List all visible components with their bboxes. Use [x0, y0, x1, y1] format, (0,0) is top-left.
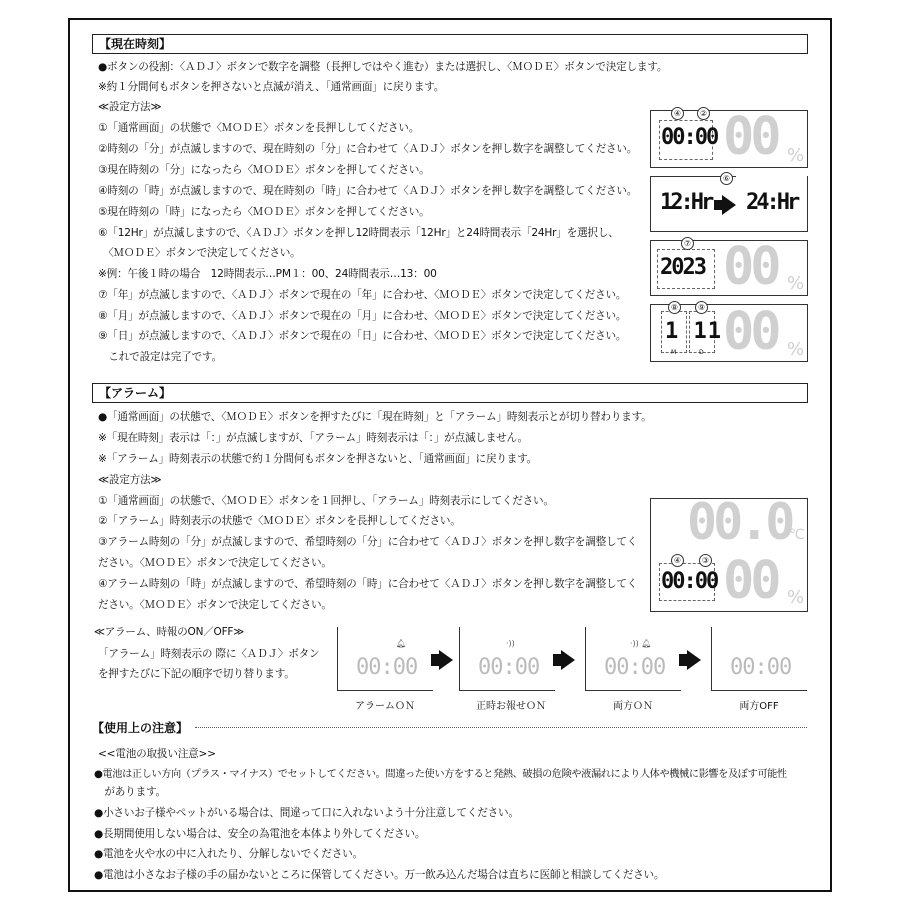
chime-icon: ·))	[506, 639, 515, 648]
mode-display-chime-on	[459, 627, 555, 691]
lcd-date-digits: 1 11	[665, 319, 722, 344]
sec1-line: ●ボタンの役割：〈ＡＤＪ〉ボタンで数字を調整（長押しではやく進む）または選択し、〈ＭＯＤＥ〉ボタンで決定します。	[98, 61, 668, 73]
lcd-display-hour-format	[650, 176, 808, 232]
sec1-line: ③現在時刻の「分」になったら〈ＭＯＤＥ〉ボタンを押してください。	[98, 164, 430, 176]
celsius-sign: ℃	[789, 527, 805, 543]
sec3-line: があります。	[94, 786, 166, 798]
sec2-line: ださい。〈ＭＯＤＥ〉ボタンで決定してください。	[98, 599, 332, 611]
month-label: M	[671, 349, 677, 356]
percent-sign: %	[787, 145, 805, 166]
step-marker: ⑥	[720, 172, 733, 185]
sec3-line: <<電池の取扱い注意>>	[98, 748, 216, 760]
lcd-humidity-digits: 00	[723, 302, 778, 362]
mode-display-both-on	[585, 627, 681, 691]
percent-sign: %	[787, 587, 805, 608]
sec2-line: ※「アラーム」時刻表示の状態で約１分間何もボタンを押さないと、「通常画面」に戻ります。	[98, 453, 538, 465]
mode-digits: 00:00	[478, 655, 540, 680]
mode-label: 正時お報せＯＮ	[476, 701, 546, 712]
step-marker: ④	[671, 107, 684, 120]
sec1-line: ⑧「月」が点滅しますので、〈ＡＤＪ〉ボタンで現在の「月」に合わせ、〈ＭＯＤＥ〉ボタンで決定してください。	[98, 310, 627, 322]
percent-sign: %	[787, 273, 805, 294]
step-marker: ④	[671, 554, 684, 567]
sec2-line: ※「現在時刻」表示は「：」が点滅しますが、「アラーム」時刻表示は「：」が点滅しません。	[98, 432, 528, 444]
chime-and-bell-icon: ·)) 🔔︎	[630, 639, 652, 648]
sec2-line: ④アラーム時刻の「時」が点滅しますので、希望時刻の「時」に合わせて〈ＡＤＪ〉ボタンを押し数字を調整してく	[98, 578, 638, 590]
sec1-line: ⑨「日」が点滅しますので、〈ＡＤＪ〉ボタンで現在の「日」に合わせ、〈ＭＯＤＥ〉ボタンで決定してください。	[98, 330, 627, 342]
arrow-right-icon	[561, 650, 575, 670]
onoff-title: ≪アラーム、時報のON／OFF≫	[94, 626, 245, 638]
mode-label: 両方OFF	[739, 701, 779, 712]
sec1-line: ※約１分間何もボタンを押さないと点滅が消え、「通常画面」に戻ります。	[98, 81, 445, 93]
lcd-display-time	[650, 107, 808, 168]
sec1-line: ④時刻の「時」が点滅しますので、現在時刻の「時」に合わせて〈ＡＤＪ〉ボタンを押し数字を調整してください。	[98, 185, 638, 197]
arrow-right-icon	[722, 195, 736, 215]
arrow-right-icon	[553, 654, 561, 666]
step-marker: ⑨	[695, 301, 708, 314]
lcd-temperature-digits: 00.0	[687, 493, 792, 551]
sec3-line: ●電池は正しい方向（プラス・マイナス）でセットしてください。間違った使い方をすると発熱、破損の危険や液漏れにより人体や機械に影響を及ぼす可能性	[94, 769, 787, 780]
step-marker: ⑧	[668, 301, 681, 314]
sec2-line: ①「通常画面」の状態で、〈ＭＯＤＥ〉ボタンを１回押し、「アラーム」時刻表示にしてください。	[98, 495, 554, 507]
sec3-line: ●小さいお子様やペットがいる場合は、間違って口に入れないよう十分注意してください。	[94, 807, 519, 819]
lcd-year-digits: 2023	[660, 255, 705, 280]
section-title-current-time: 【現在時刻】	[92, 34, 808, 54]
step-marker: ⑦	[681, 237, 694, 250]
mode-label: アラームＯＮ	[355, 701, 415, 712]
sec1-line: これで設定は完了です。	[98, 351, 222, 363]
lcd-humidity-digits: 00	[723, 237, 778, 297]
lcd-24hr: 24:Hr	[746, 190, 798, 215]
arrow-right-icon	[687, 650, 701, 670]
sec1-line: ⑦「年」が点滅しますので、〈ＡＤＪ〉ボタンで現在の「年」に合わせ、〈ＭＯＤＥ〉ボタンで決定してください。	[98, 289, 627, 301]
sec1-line: ①「通常画面」の状態で〈ＭＯＤＥ〉ボタンを長押ししてください。	[98, 122, 420, 134]
sec1-line: ≪設定方法≫	[98, 101, 162, 113]
sec2-line: ださい。〈ＭＯＤＥ〉ボタンで決定してください。	[98, 557, 332, 569]
mode-display-both-off	[711, 627, 807, 691]
sec1-line: 〈ＭＯＤＥ〉ボタンで決定してください。	[98, 247, 301, 259]
mode-display-alarm-on	[337, 627, 433, 691]
sec3-line: ●長期間使用しない場合は、安全の為電池を本体より外してください。	[94, 828, 426, 840]
onoff-desc: を押すたびに下記の順序で切り替ります。	[98, 668, 295, 680]
section-divider	[195, 727, 807, 728]
sec1-line: ②時刻の「分」が点滅しますので、現在時刻の「分」に合わせて〈ＡＤＪ〉ボタンを押し数字を調整してください。	[98, 143, 638, 155]
lcd-time-digits: 00:00	[661, 125, 718, 150]
lcd-alarm-time-digits: 00:00	[661, 569, 718, 594]
arrow-right-icon	[679, 654, 687, 666]
sec2-line: ≪設定方法≫	[98, 474, 162, 486]
section-title-usage-notes: 【使用上の注意】	[92, 721, 189, 735]
lcd-display-date	[650, 304, 808, 362]
percent-sign: %	[787, 339, 805, 360]
section-title-alarm: 【アラーム】	[92, 383, 808, 403]
arrow-right-icon	[439, 650, 453, 670]
lcd-display-year	[650, 237, 808, 297]
arrow-right-icon	[714, 200, 722, 210]
mode-digits: 00:00	[730, 655, 792, 680]
lcd-12hr: 12:Hr	[660, 190, 712, 215]
step-marker: ③	[699, 554, 712, 567]
mode-digits: 00:00	[356, 655, 418, 680]
sec1-line: ⑥「12Hr」が点滅しますので、〈ＡＤＪ〉ボタンを押し12時間表示「12Hr」と24時間表示「24Hr」を選択し、	[98, 227, 619, 239]
arrow-right-icon	[431, 654, 439, 666]
step-marker: ②	[697, 107, 710, 120]
lcd-humidity-digits: 00	[723, 107, 778, 167]
sec3-line: ●電池は小さなお子様の手の届かないところに保管してください。万一飲み込んだ場合は直ちに医師と相談してください。	[94, 869, 665, 881]
sec1-line: ⑤現在時刻の「時」になったら〈ＭＯＤＥ〉ボタンを押してください。	[98, 206, 430, 218]
mode-label: 両方ＯＮ	[613, 701, 653, 712]
sec2-line: ●「通常画面」の状態で、〈ＭＯＤＥ〉ボタンを押すたびに「現在時刻」と「アラーム」時刻表示とが切り替わります。	[98, 411, 652, 423]
day-label: D	[699, 349, 704, 356]
mode-digits: 00:00	[604, 655, 666, 680]
sec1-line: ※例：午後１時の場合 12時間表示…PM１：00、24時間表示…13：00	[98, 268, 437, 280]
onoff-desc: 「アラーム」時刻表示の 際に〈ＡＤＪ〉ボタン	[98, 648, 320, 660]
bell-icon: 🔔︎	[396, 639, 407, 648]
lcd-humidity-digits: 00	[723, 551, 778, 611]
sec2-line: ②「アラーム」時刻表示の状態で〈ＭＯＤＥ〉ボタンを長押ししてください。	[98, 515, 461, 527]
sec2-line: ③アラーム時刻の「分」が点滅しますので、希望時刻の「分」に合わせて〈ＡＤＪ〉ボタンを押し数字を調整してく	[98, 536, 638, 548]
sec3-line: ●電池を火や水の中に入れたり、分解しないでください。	[94, 848, 363, 860]
lcd-display-alarm	[650, 493, 808, 612]
